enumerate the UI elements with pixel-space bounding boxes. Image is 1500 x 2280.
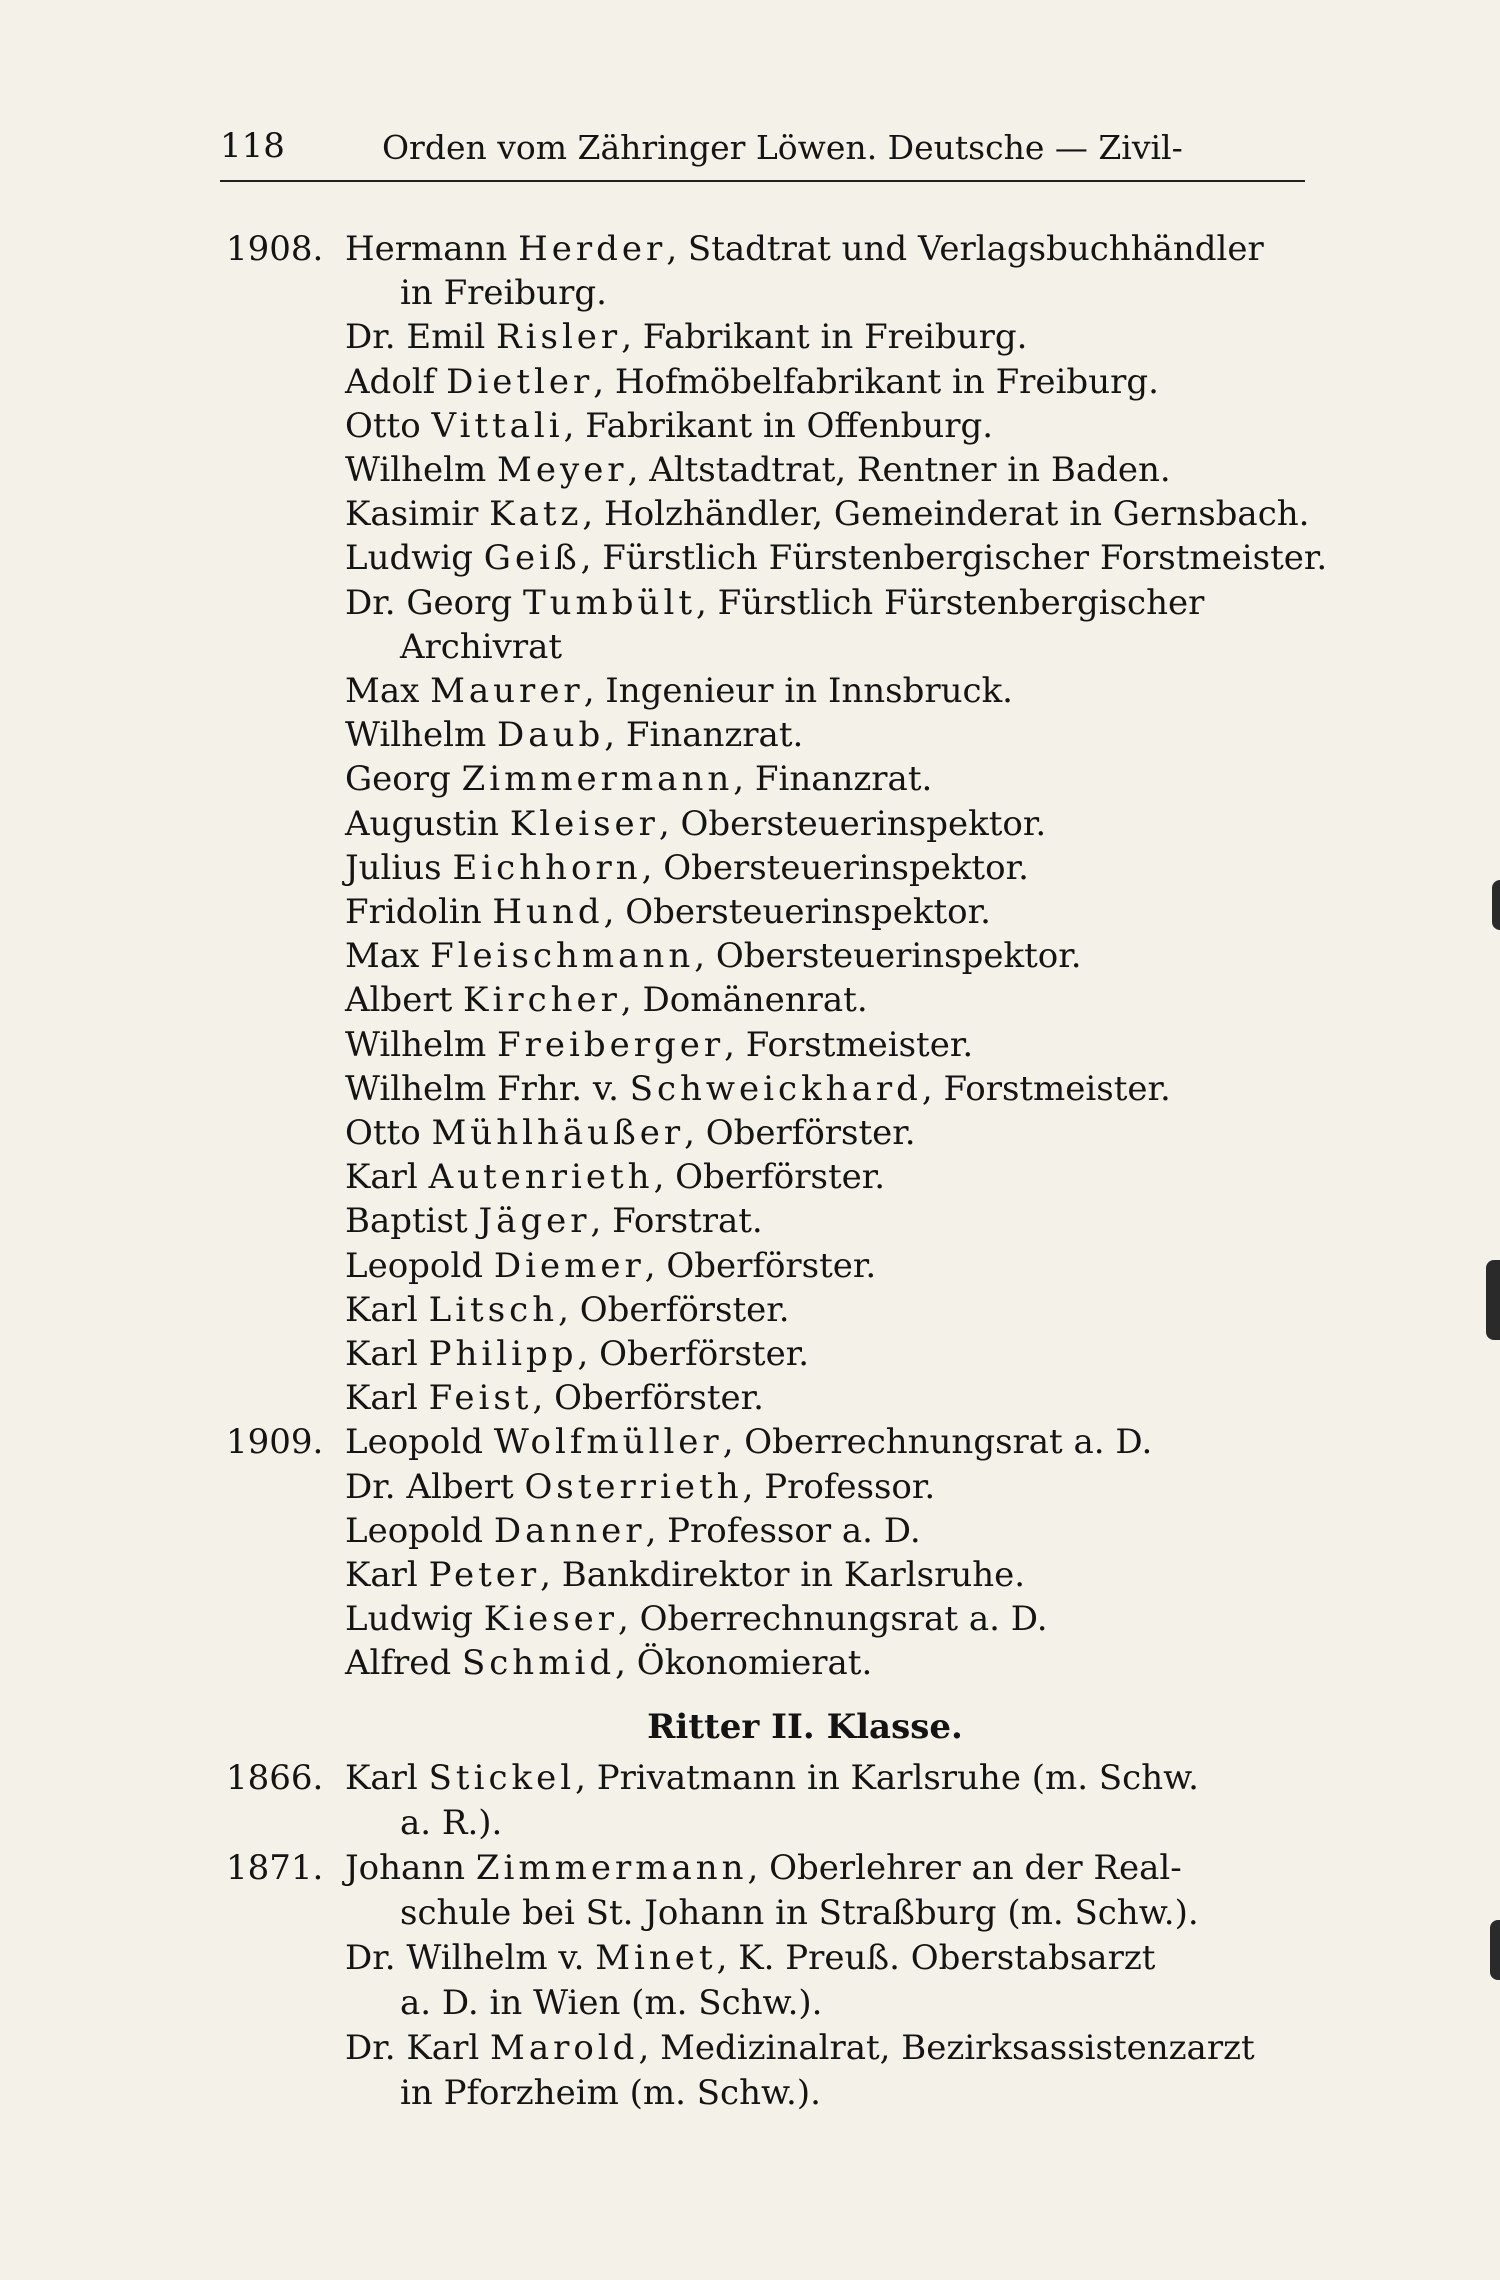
- entry-line: [345, 227, 1264, 272]
- entry-text: , Oberförster.: [653, 1157, 886, 1198]
- entry-line: [345, 1936, 1155, 1981]
- entry-text: a. D. in Wien (m. Schw.).: [400, 1983, 823, 2023]
- entry-text: Julius: [345, 847, 453, 888]
- entry-line: [345, 1420, 1152, 1465]
- entry-line: [345, 1376, 764, 1421]
- entry-line: [345, 846, 1029, 891]
- person-surname: Dietler: [446, 361, 594, 402]
- entry-line: [345, 1641, 872, 1686]
- entry-text: , Oberförster.: [644, 1245, 877, 1286]
- entry-line: [345, 1465, 935, 1510]
- entry-text: Fridolin: [345, 892, 493, 932]
- entry-line: [345, 934, 1082, 979]
- entry-text: Augustin: [345, 803, 510, 844]
- person-surname: Zimmermann: [461, 759, 734, 800]
- entry-text: , Professor.: [742, 1466, 936, 1507]
- page-header: [220, 118, 1305, 182]
- person-surname: Diemer: [493, 1245, 645, 1286]
- entry-text: Max: [345, 936, 431, 977]
- entry-line: [345, 1023, 973, 1068]
- entry-line: [345, 1597, 1048, 1642]
- entry-text: , Ökonomierat.: [615, 1643, 873, 1684]
- person-surname: Geiß: [483, 538, 581, 579]
- entry-line: [345, 1199, 763, 1244]
- entry-text: , Obersteuerinspektor.: [694, 936, 1082, 977]
- entry-text: , Fürstlich Fürstenbergischer: [695, 582, 1205, 623]
- page-edge-mark: [1490, 1920, 1500, 1980]
- page-edge-mark: [1492, 880, 1500, 930]
- entry-line: [345, 1846, 1182, 1891]
- person-surname: Wolfmüller: [493, 1422, 723, 1463]
- entry-line: [345, 360, 1159, 405]
- person-surname: Zimmermann: [475, 1848, 748, 1888]
- person-surname: Mühlhäußer: [431, 1113, 685, 1153]
- entry-line: [345, 669, 1013, 714]
- person-surname: Schmid: [461, 1643, 616, 1684]
- person-surname: Minet: [595, 1938, 717, 1978]
- entry-text: Kasimir: [345, 494, 490, 535]
- entry-text: , Stadtrat und Verlagsbuchhändler: [666, 229, 1264, 269]
- person-surname: Autenrieth: [428, 1157, 654, 1198]
- entry-text: Leopold: [345, 1422, 494, 1463]
- entry-text: , Obersteuerinspektor.: [658, 803, 1047, 844]
- person-surname: Peter: [428, 1555, 541, 1595]
- person-surname: Kircher: [463, 980, 621, 1021]
- entry-line: [345, 713, 803, 758]
- person-surname: Tumbült: [522, 582, 696, 623]
- entry-line: [345, 802, 1046, 847]
- entry-line: [345, 581, 1204, 626]
- person-surname: Osterrieth: [524, 1466, 743, 1507]
- entry-text: Max: [345, 671, 431, 711]
- entry-text: , Altstadtrat, Rentner in Baden.: [627, 450, 1171, 490]
- entry-text: Georg: [345, 759, 462, 800]
- entry-text: , Medizinalrat, Bezirksassistenzarzt: [638, 2028, 1255, 2068]
- entry-line: [345, 536, 1327, 581]
- entry-line: [400, 625, 562, 670]
- entry-line: [345, 1155, 885, 1200]
- entry-line: [345, 978, 868, 1023]
- entry-text: Karl: [345, 1378, 429, 1419]
- entry-text: Wilhelm: [345, 1024, 498, 1065]
- entry-line: [400, 1981, 822, 2026]
- entry-text: , Oberförster.: [532, 1378, 764, 1419]
- person-surname: Fleischmann: [430, 936, 695, 977]
- person-surname: Philipp: [428, 1334, 578, 1374]
- person-surname: Maurer: [430, 671, 584, 711]
- entry-text: , K. Preuß. Oberstabsarzt: [716, 1938, 1156, 1978]
- entry-line: [345, 1756, 1199, 1801]
- person-surname: Daub: [497, 715, 605, 756]
- entry-text: in Freiburg.: [400, 273, 607, 314]
- person-surname: Litsch: [428, 1289, 559, 1330]
- entry-line: [345, 492, 1309, 537]
- entry-line: [400, 271, 607, 316]
- entry-year: 1871.: [226, 1848, 324, 1888]
- entry-text: Dr. Wilhelm v.: [345, 1938, 596, 1978]
- entry-text: , Forstrat.: [590, 1201, 763, 1242]
- person-surname: Katz: [489, 494, 583, 535]
- person-surname: Freiberger: [497, 1024, 725, 1065]
- entry-text: , Forstmeister.: [724, 1024, 974, 1065]
- entry-line: [345, 1244, 876, 1289]
- entry-text: , Bankdirektor in Karlsruhe.: [540, 1555, 1026, 1595]
- entry-line: [400, 1891, 1199, 1936]
- entry-text: Leopold: [345, 1510, 494, 1551]
- entry-line: [345, 890, 991, 935]
- entry-text: Johann: [345, 1848, 476, 1888]
- entry-text: , Privatmann in Karlsruhe (m. Schw.: [575, 1758, 1199, 1798]
- person-surname: Kieser: [483, 1599, 619, 1640]
- entry-text: , Oberrechnungsrat a. D.: [618, 1599, 1048, 1640]
- entry-text: Karl: [345, 1289, 429, 1330]
- entry-text: , Obersteuerinspektor.: [641, 847, 1029, 888]
- entry-text: Dr. Albert: [345, 1466, 525, 1507]
- person-surname: Schweickhard: [629, 1068, 922, 1109]
- entry-text: in Pforzheim (m. Schw.).: [400, 2073, 821, 2113]
- entry-line: [345, 1067, 1171, 1112]
- person-surname: Meyer: [497, 450, 628, 490]
- entry-text: Karl: [345, 1758, 429, 1798]
- entry-text: Baptist: [345, 1201, 479, 1242]
- entry-line: [400, 1801, 502, 1846]
- person-surname: Marold: [490, 2028, 639, 2068]
- entry-text: a. R.).: [400, 1803, 503, 1843]
- person-surname: Feist: [428, 1378, 533, 1419]
- entry-text: Adolf: [345, 361, 447, 402]
- entry-text: , Oberrechnungsrat a. D.: [722, 1422, 1153, 1463]
- page-edge-mark: [1486, 1260, 1500, 1340]
- entry-text: , Holzhändler, Gemeinderat in Gernsbach.: [582, 494, 1310, 535]
- entry-text: , Oberförster.: [577, 1334, 810, 1374]
- entry-year: 1909.: [226, 1422, 324, 1463]
- entry-text: Archivrat: [400, 626, 563, 667]
- entry-text: , Oberförster.: [684, 1113, 916, 1153]
- entry-text: , Fürstlich Fürstenbergischer Forstmeister.: [580, 538, 1328, 579]
- person-surname: Kleiser: [509, 803, 659, 844]
- person-surname: Hund: [492, 892, 604, 932]
- entry-text: Dr. Karl: [345, 2028, 490, 2068]
- entry-text: Ludwig: [345, 538, 484, 579]
- entry-text: Dr. Emil: [345, 317, 497, 358]
- entry-text: Karl: [345, 1157, 429, 1198]
- section-heading: Ritter II. Klasse.: [647, 1707, 963, 1747]
- person-surname: Eichhorn: [452, 847, 642, 888]
- entry-line: [345, 448, 1171, 493]
- entry-text: Karl: [345, 1555, 429, 1595]
- entry-text: , Domänenrat.: [620, 980, 868, 1021]
- entry-text: , Obersteuerinspektor.: [603, 892, 991, 932]
- entry-text: Otto: [345, 405, 432, 446]
- entry-text: Dr. Georg: [345, 582, 523, 623]
- entry-line: [345, 404, 993, 449]
- entry-line: [345, 757, 932, 802]
- entry-line: [400, 2071, 821, 2116]
- entry-text: schule bei St. Johann in Straßburg (m. Schw.).: [400, 1893, 1199, 1933]
- entry-text: Wilhelm Frhr. v.: [345, 1068, 630, 1109]
- person-surname: Danner: [493, 1510, 646, 1551]
- entry-year: 1866.: [226, 1758, 324, 1798]
- entry-line: [345, 1288, 790, 1333]
- entry-text: , Fabrikant in Freiburg.: [621, 317, 1028, 358]
- entry-text: , Oberlehrer an der Real-: [747, 1848, 1182, 1888]
- entry-text: , Professor a. D.: [645, 1510, 921, 1551]
- entry-line: [345, 1111, 916, 1156]
- entry-text: Leopold: [345, 1245, 494, 1286]
- entry-text: , Forstmeister.: [921, 1068, 1171, 1109]
- entry-text: Otto: [345, 1113, 432, 1153]
- entry-text: Wilhelm: [345, 715, 498, 756]
- entry-text: Ludwig: [345, 1599, 484, 1640]
- entry-text: Albert: [345, 980, 464, 1021]
- person-surname: Vittali: [431, 405, 564, 446]
- entry-text: Alfred: [345, 1643, 462, 1684]
- entry-text: Hermann: [345, 229, 519, 269]
- entry-text: , Finanzrat.: [604, 715, 804, 756]
- person-surname: Jäger: [478, 1201, 591, 1242]
- entry-year: 1908.: [226, 229, 324, 269]
- running-title: Orden vom Zähringer Löwen. Deutsche — Zivil-: [382, 128, 1183, 167]
- entry-line: [345, 2026, 1255, 2071]
- entry-text: , Oberförster.: [558, 1289, 790, 1330]
- entry-text: , Ingenieur in Innsbruck.: [583, 671, 1013, 711]
- entry-line: [345, 315, 1027, 360]
- entry-text: Karl: [345, 1334, 429, 1374]
- person-surname: Stickel: [428, 1758, 576, 1798]
- entry-line: [345, 1509, 921, 1554]
- page-number: 118: [220, 126, 285, 166]
- entry-text: , Finanzrat.: [733, 759, 933, 800]
- entry-line: [345, 1332, 809, 1377]
- entry-line: [345, 1553, 1025, 1598]
- entry-text: , Hofmöbelfabrikant in Freiburg.: [593, 361, 1159, 402]
- entry-text: Wilhelm: [345, 450, 498, 490]
- person-surname: Risler: [496, 317, 622, 358]
- person-surname: Herder: [518, 229, 667, 269]
- entry-text: , Fabrikant in Offenburg.: [563, 405, 994, 446]
